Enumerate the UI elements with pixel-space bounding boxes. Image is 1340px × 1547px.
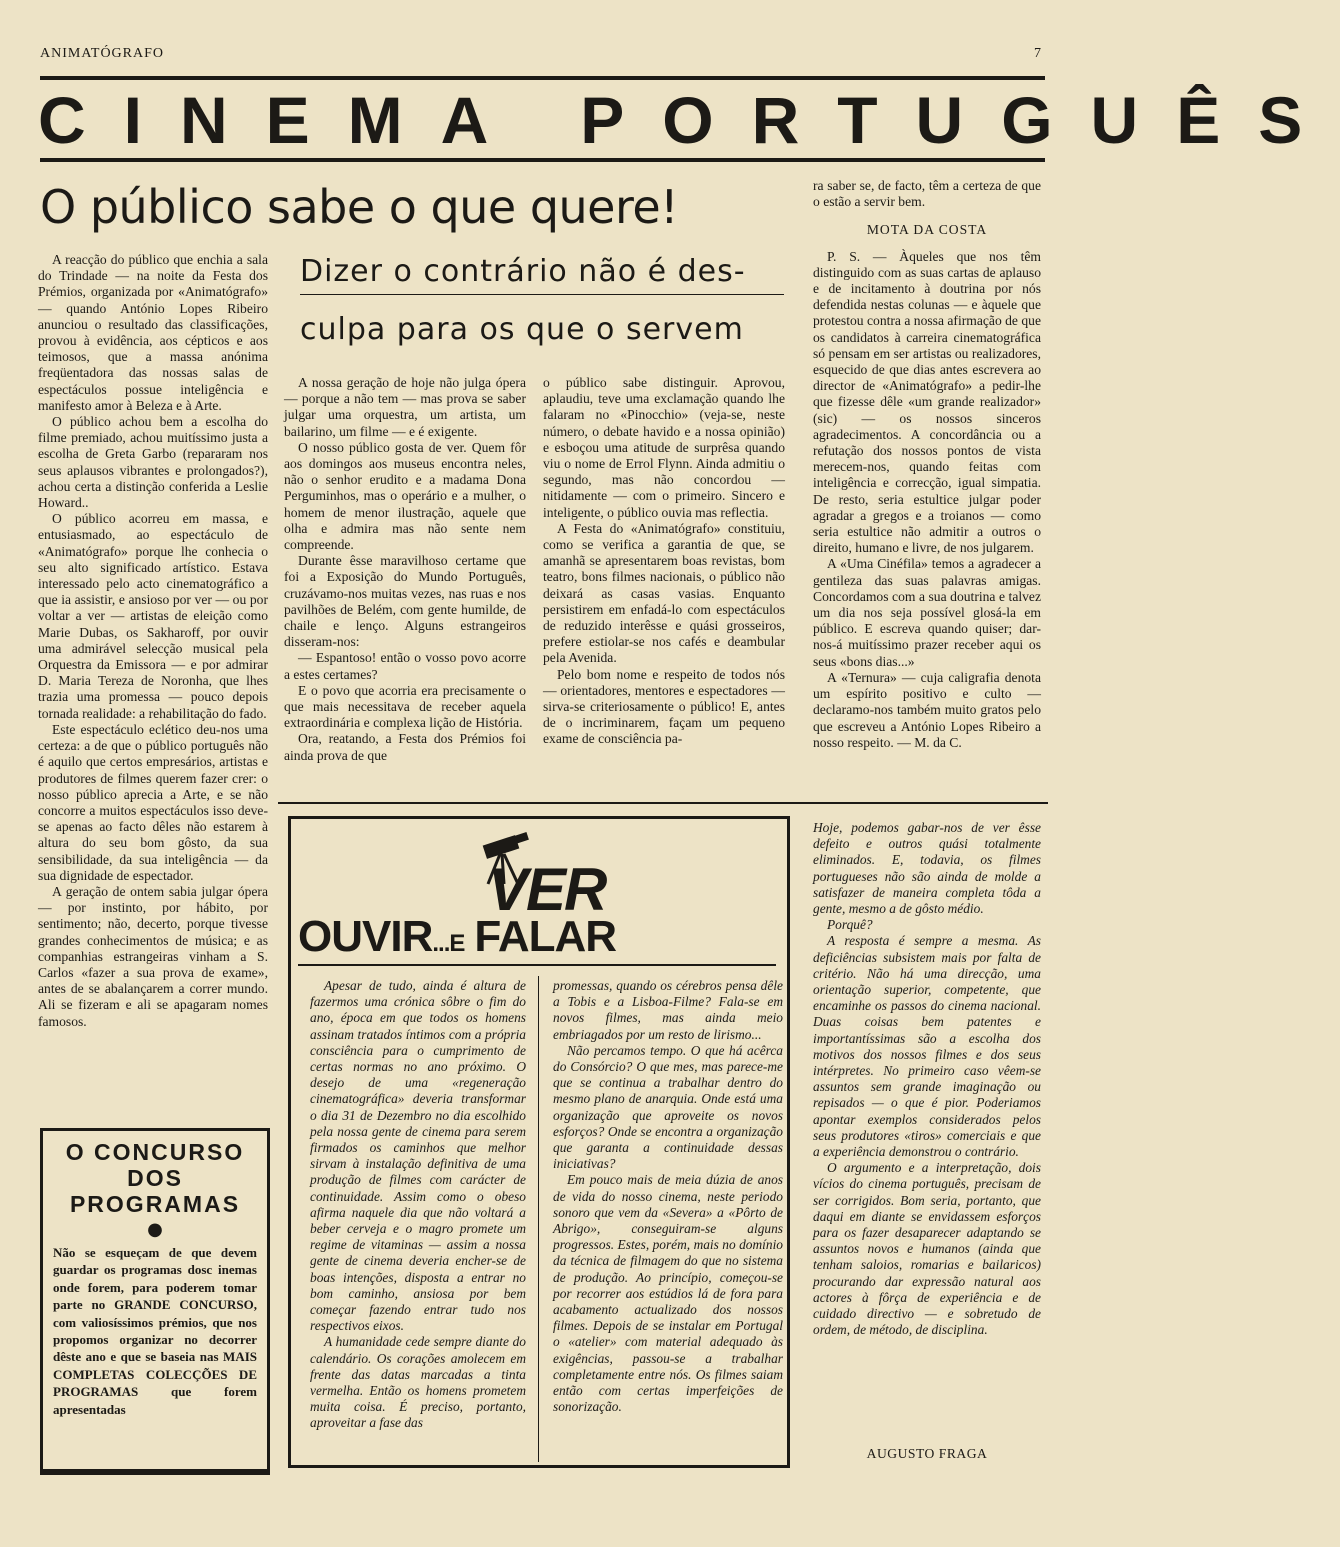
concurso-title-line1: O CONCURSO — [65, 1139, 245, 1165]
paragraph: P. S. — Àqueles que nos têm distinguido com as suas cartas de aplauso e de incitamento à doutrina por nós defendida nestas colunas — e àquele que protestou contra a nossa afirmação de que os candidatos à carreira cinematográfica só pensam em ser artistas ou realizadores, esquecido de que dias antes escrevera ao director de «Animatógrafo» a pedir-lhe que fizesse dêle «um grande realizador» (sic) — os nossos sinceros agradecimentos. A concordância ou a refutação dos nossos pontos de vista merecem-nos, quando feitas com inteligência e correcção, igual simpatia. De resto, seria estultice julgar poder agradar a gregos e a troianos — como seria estultice não admitir a outros o direito, humano e livre, de nos julgarem. — [813, 248, 1041, 556]
logo-row — [298, 912, 616, 962]
banner-top-rule — [40, 76, 1045, 80]
paragraph: Durante êsse maravilhoso certame que foi a Exposição do Mundo Português, cruzávamo-nos muitas vezes, nas ruas e nos pavilhões de Belém, com gente humilde, de chaile e lenço. Alguns estrangeiros disseram-nos: — [284, 553, 526, 650]
article2-column2 — [553, 978, 783, 1415]
paragraph: Em pouco mais de meia dúzia de anos de vida do nosso cinema, neste periodo sonoro que vem da «Severa» a «Pôrto de Abrigo», conseguiram-se alguns progressos. Estes, porém, mais no domínio da técnica de filmagem do que no sistema de produção. Ao princípio, começou-se por recorrer aos estúdios lá de fora para acabamento actualizado dos nossos filmes. Depois de se instalar em Portugal o «atelier» com material adequado às exigências, passou-se a trabalhar completamente entre nós. Os filmes saiam então com certas imperfeições de sonorização. — [553, 1172, 783, 1415]
article1-column4 — [813, 178, 1041, 751]
bullet-icon: ● — [147, 1219, 163, 1240]
paragraph: A «Uma Cinéfila» temos a agradecer a gentileza das suas palavras amigas. Concordamos com a sua doutrina e talvez um dia nos seja possível glosá-la em público. E escreva quando quiser; dar-nos-á muitíssimo prazer receber aqui os seus «bons dias...» — [813, 556, 1041, 669]
logo-e: ...E — [432, 930, 465, 957]
article1-column3 — [543, 375, 785, 748]
concurso-title-line2: DOS — [127, 1165, 183, 1191]
logo-ver: VER — [488, 856, 606, 923]
concurso-title-line3: PROGRAMAS — [69, 1191, 241, 1217]
paragraph: A «Ternura» — cuja caligrafia denota um espírito positivo e culto — declaramo-nos também muito gratos pelo que escreveu a António Lopes Ribeiro a nosso respeito. — M. da C. — [813, 669, 1041, 750]
paragraph: A nossa geração de hoje não julga ópera — porque a não tem — mas prova se saber julgar uma orquestra, um artista, um bailarino, um filme — e é exigente. — [284, 375, 526, 439]
paragraph: A resposta é sempre a mesma. As deficiências subsistem mais por falta de critério. Não há uma direcção, uma orientação superior, competente, que encaminhe os passos do cinema nacional. Duas coisas bem patentes e importantíssimas são a escolha dos motivos dos nossos filmes e dos seus intérpretes. No primeiro caso vêem-se assuntos sem grande imaginação ou repisados — o que é pior. Poderiamos apontar exemplos considerados pelos seus produtores «tiros» comerciais e que a experiência demonstrou o contrário. — [813, 933, 1041, 1160]
paragraph: — Espantoso! então o vosso povo acorre a estes certames? — [284, 650, 526, 682]
paragraph: o público sabe distinguir. Aprovou, aplaudiu, teve uma exclamação quando lhe falaram no «Pinocchio» (veja-se, neste número, o debate havido e a nossa opinião) e esboçou uma atitude de surprêsa quando viu o nome de Errol Flynn. Ainda admitiu o segundo, mas não concordou — nitidamente — com o primeiro. Sincero e inteligente, o público ouvia mas reflectia. — [543, 375, 785, 520]
paragraph: Este espectáculo eclético deu-nos uma certeza: a de que o público português não é aquilo que certos empresários, artistas e produtores de filmes querem fazer crer: o nosso público aprecia a Arte, e se não concorre a muitos espectáculos isso deve-se apenas ao facto dêles não estarem à altura do seu bom gôsto, da sua sensibilidade, da sua inteligência — da sua dignidade de espectador. — [38, 721, 268, 883]
paragraph: A humanidade cede sempre diante do calendário. Os corações amolecem em frente das datas marcadas a tinta vermelha. Então os homens prometem muita coisa. É preciso, portanto, aproveitar a fase das — [310, 1334, 526, 1431]
paragraph: A Festa do «Animatógrafo» constituiu, como se verifica a garantia de que, se amanhã se apresentarem boas revistas, bom teatro, bons filmes nacionais, o público não deixará as casas vasias. Enquanto persistirem em enfadá-lo com espectáculos de reduzido interêsse e quási grosseiros, prefere estiolar-se nos cafés e deambular pela Avenida. — [543, 520, 785, 666]
paragraph: O nosso público gosta de ver. Quem fôr aos domingos aos museus encontra neles, não o senhor erudito e a madama Dona Perguminhos, mas o operário e a mulher, o homem de menor ilustração, aquele que olha e admira mas não sente nem compreende. — [284, 439, 526, 553]
logo-falar: FALAR — [474, 912, 617, 961]
paragraph: A reacção do público que enchia a sala do Trindade — na noite da Festa dos Prémios, organizada por «Animatógrafo» — quando António Lopes Ribeiro anunciou o resultado das classificações, provou à evidência, aos cépticos e aos teimosos, que a massa anónima freqüentadora das nossas salas de espectáculos possue inteligência e manifesto amor à Beleza e à Arte. — [38, 252, 268, 413]
paragraph: O argumento e a interpretação, dois vícios do cinema português, precisam de ser corrigidos. Bom seria, portanto, que daqui em diante se envidassem esforços para os fazer desaparecer adaptando se assuntos novos e humanos (ainda que tenham saloios, romarias e bailaricos) procurando dar expressão natural aos actores à fôrça de experiência e de cuidado directivo — e sobretudo de ordem, de método, de disciplina. — [813, 1160, 1041, 1338]
concurso-shadow-rule — [40, 1472, 270, 1475]
banner-bottom-rule — [40, 158, 1045, 162]
article2-column1 — [310, 978, 526, 1432]
concurso-box — [40, 1128, 270, 1472]
paragraph: Não percamos tempo. O que há acêrca do Consórcio? O que mes, mas parece-me que se continua a trabalhar dentro do mesmo plano de anarquia. Onde está uma organização que aproveite os novos esforços? Onde se encontra a organização que garanta a continuidade dessas iniciativas? — [553, 1042, 783, 1172]
paragraph: E o povo que acorria era precisamente o que mais necessitava de receber aquela extraordinária e complexa lição de História. — [284, 682, 526, 731]
article1-column1 — [38, 252, 268, 1030]
paragraph: Hoje, podemos gabar-nos de ver êsse defeito e outros quási totalmente eliminados. E, todavia, os filmes portugueses não são ainda de molde a satisfazer de maneira completa tôda a gente, mesmo a de gôsto médio. — [813, 820, 1041, 917]
paragraph: ra saber se, de facto, têm a certeza de que o estão a servir bem. — [813, 178, 1041, 210]
paragraph: promessas, quando os cérebros pensa dêle a Tobis e a Lisboa-Filme? Fala-se em novos filmes, mas ainda meio embriagados por um resto de lirismo... — [553, 978, 783, 1042]
paragraph: O público acorreu em massa, e entusiasmado, ao espectáculo de «Animatógrafo» porque lhe conhecia o seu alto significado artístico. Estava interessado pelo acto cinematográfico a que ia assistir, e ansioso por ver — ou por voltar a ver — artistas de eleição como Marie Dubas, os Sakharoff, por ouvir uma admirável selecção musical pela Orquestra da Emissora — e por admirar D. Maria Tereza de Noronha, que lhes trazia uma promessa — pouco depois tornada realidade: a rehabilitação do fado. — [38, 511, 268, 721]
subhead-rule — [300, 294, 784, 295]
column-divider — [538, 976, 539, 1462]
running-head: ANIMATÓGRAFO — [40, 46, 165, 61]
article-headline: O público sabe o que quere! — [40, 180, 679, 234]
paragraph: Porquê? — [827, 917, 873, 933]
section-title: CINEMA PORTUGUÊS — [38, 83, 1340, 157]
article1-column2 — [284, 375, 526, 764]
paragraph: Apesar de tudo, ainda é altura de fazermos uma crónica sôbre o fim do ano, época em que todos os homens assinam tratados íntimos com a própria consciência para o cumprimento de certas normas no ano próximo. O desejo de uma «regeneração cinematográfica» deveria transformar o dia 31 de Dezembro no dia escolhido pela nossa gente de cinema para serem firmados os caminhos que melhor sirvam à instalação definitiva de uma produção de filmes com carácter de continuidade. Assim como o obeso afirma naquele dia que não voltará a beber cerveja e o magro promete um regime de vitaminas — assim a nossa gente de cinema deveria encher-se de boas intenções, disposta a entrar no bom caminho, ansiosa por bem começar fazendo entrar tudo nos respectivos eixos. — [310, 978, 526, 1334]
section-separator — [278, 802, 1048, 804]
author-signature-2: AUGUSTO FRAGA — [866, 1446, 988, 1461]
paragraph: Pelo bom nome e respeito de todos nós — orientadores, mentores e espectadores — sirva-se criteriosamente o público! E, antes de o incriminarem, façam um pequeno exame de consciência pa- — [543, 666, 785, 747]
article-subhead-line2: culpa para os que o servem — [300, 312, 744, 347]
logo-rule — [298, 964, 776, 966]
paragraph: Ora, reatando, a Festa dos Prémios foi ainda prova de que — [284, 731, 526, 763]
concurso-text: Não se esqueçam de que devem guardar os programas dosc inemas onde forem, para poderem tomar parte no GRANDE CONCURSO, com valiosíssimos prémios, que nos propomos organizar no decorrer dêste ano e que se baseia nas MAIS COMPLETAS COLECÇÕES DE PROGRAMAS que forem apresentadas — [53, 1245, 257, 1417]
page-number: 7 — [1034, 46, 1042, 61]
paragraph: O público achou bem a escolha do filme premiado, achou muitíssimo justa a escolha de Greta Garbo (repararam nos seus aplausos vibrantes e prolongados?), achou certa a distinção conferida a Leslie Howard.. — [38, 414, 268, 511]
paragraph: A geração de ontem sabia julgar ópera — por instinto, por hábito, por sentimento; não, decerto, porque tivesse grandes conhecimentos de música; e as companhias estrangeiras vinham a S. Carlos «fazer a sua prova de exame», antes de se abalançarem a correr mundo. Ali se fizeram e ali se apagaram nomes famosos. — [38, 883, 268, 1029]
article2-column3 — [813, 820, 1041, 1339]
author-signature: MOTA DA COSTA — [866, 222, 988, 238]
logo-ouvir: OUVIR — [298, 912, 433, 961]
article-subhead-line1: Dizer o contrário não é des- — [300, 254, 746, 289]
